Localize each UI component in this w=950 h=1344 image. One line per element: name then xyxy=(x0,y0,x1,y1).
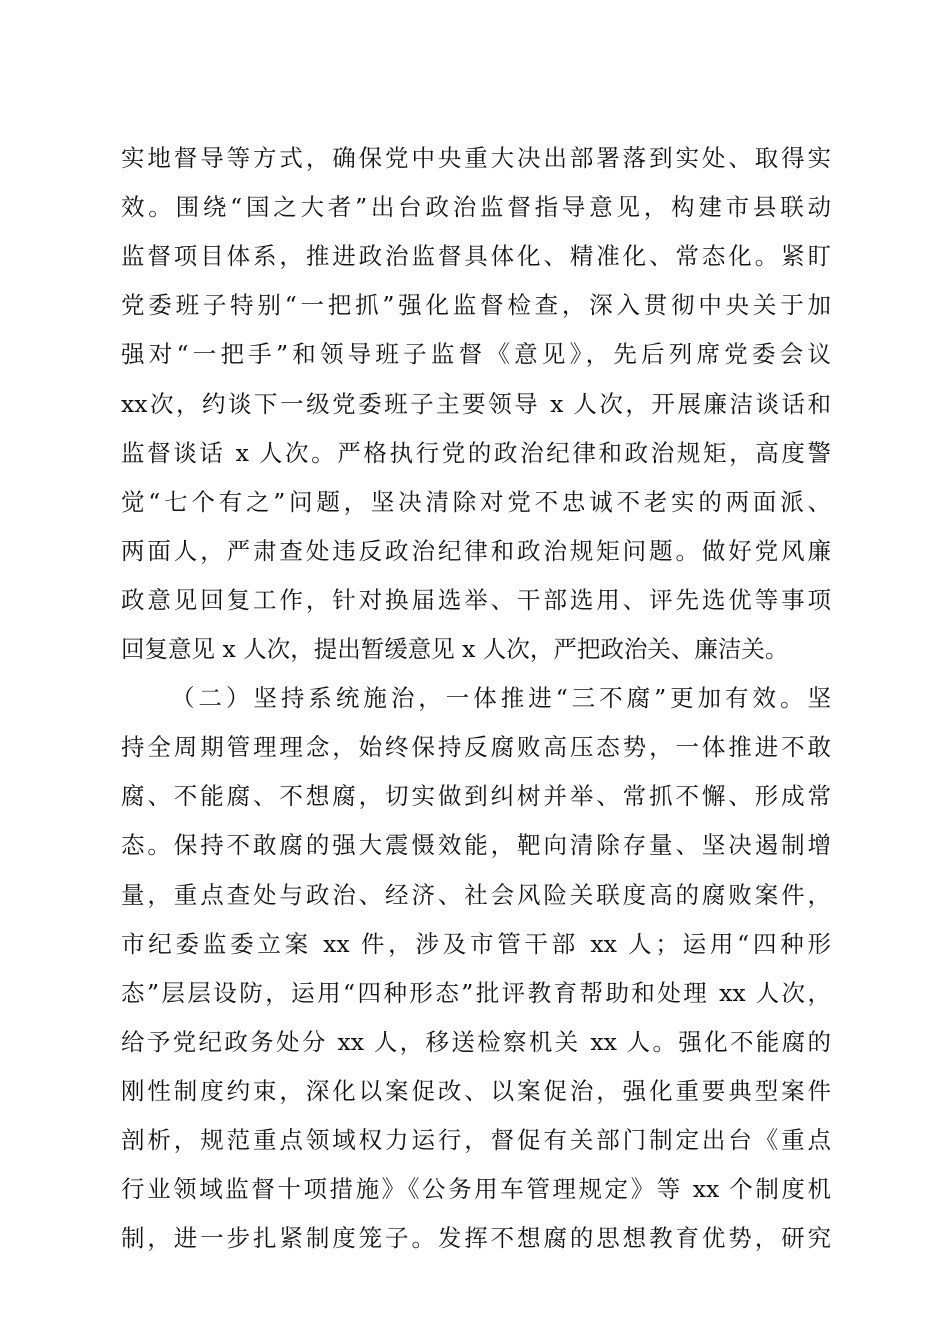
text-line: 回复意见 x 人次，提出暂缓意见 x 人次，严把政治关、廉洁关。 xyxy=(121,635,789,663)
text-line: 腐、不能腐、不想腐，切实做到纠树并举、常抓不懈、形成常 xyxy=(121,782,831,811)
text-line: 两面人，严肃查处违反政治纪律和政治规矩问题。做好党风廉 xyxy=(121,536,831,565)
text-line: 党委班子特别“一把抓”强化监督检查，深入贯彻中央关于加 xyxy=(121,291,831,320)
text-line: 量，重点查处与政治、经济、社会风险关联度高的腐败案件， xyxy=(121,880,831,909)
text-line: 强对“一把手”和领导班子监督《意见》，先后列席党委会议 xyxy=(121,340,831,369)
section-heading-line: （二）坚持系统施治，一体推进“三不腐”更加有效。坚 xyxy=(171,684,831,713)
text-line: 刚性制度约束，深化以案促改、以案促治，强化重要典型案件 xyxy=(121,1076,831,1105)
text-line: 政意见回复工作，针对换届选举、干部选用、评先选优等事项 xyxy=(121,585,831,614)
text-line: 态”层层设防，运用“四种形态”批评教育帮助和处理 xx 人次， xyxy=(121,978,831,1007)
text-line: 监督谈话 x 人次。严格执行党的政治纪律和政治规矩，高度警 xyxy=(121,438,831,467)
text-line: 剖析，规范重点领域权力运行，督促有关部门制定出台《重点 xyxy=(121,1126,831,1154)
text-line: 给予党纪政务处分 xx 人，移送检察机关 xx 人。强化不能腐的 xyxy=(121,1027,831,1056)
text-line: 实地督导等方式，确保党中央重大决出部署落到实处、取得实 xyxy=(121,144,831,172)
text-line: 效。围绕“国之大者”出台政治监督指导意见，构建市县联动 xyxy=(121,193,831,222)
text-line: 监督项目体系，推进政治监督具体化、精准化、常态化。紧盯 xyxy=(121,242,831,271)
text-line: 态。保持不敢腐的强大震慑效能，靶向清除存量、坚决遏制增 xyxy=(121,831,831,860)
text-line: 行业领域监督十项措施》《公务用车管理规定》等 xx 个制度机 xyxy=(121,1175,831,1204)
text-line: xx次，约谈下一级党委班子主要领导 x 人次，开展廉洁谈话和 xyxy=(121,389,831,418)
text-line: 觉“七个有之”问题，坚决清除对党不忠诚不老实的两面派、 xyxy=(121,487,831,516)
text-line: 制，进一步扎紧制度笼子。发挥不想腐的思想教育优势，研究 xyxy=(121,1224,831,1253)
text-line: 持全周期管理理念，始终保持反腐败高压态势，一体推进不敢 xyxy=(121,733,831,762)
text-line: 市纪委监委立案 xx 件，涉及市管干部 xx 人；运用“四种形 xyxy=(121,929,831,958)
